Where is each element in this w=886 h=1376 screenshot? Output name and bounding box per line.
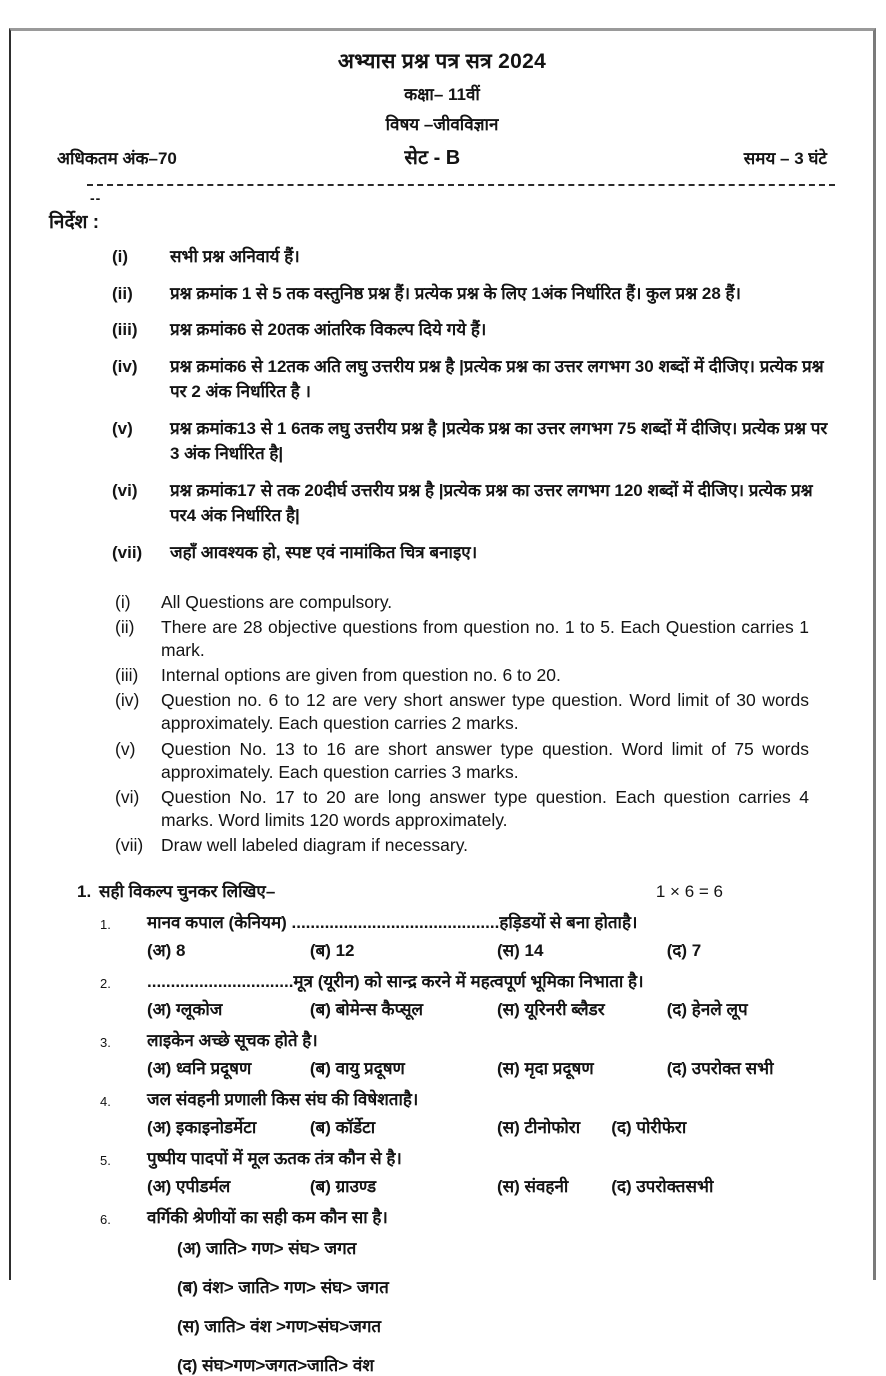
options-row <box>147 1174 840 1197</box>
instruction-text: सभी प्रश्न अनिवार्य हैं। <box>170 247 300 266</box>
instruction-text: Question No. 17 to 20 are long answer type question. Each question carries 4 marks. Word limits 120 words approximately. <box>161 786 809 830</box>
instruction-number: (i) <box>112 247 129 266</box>
stray-dashes: -- <box>90 190 102 206</box>
instruction-number: (vii) <box>112 542 143 562</box>
option-c: (स) 14 <box>496 940 544 960</box>
options-row <box>147 1056 840 1079</box>
instruction-text: प्रश्न क्रमांक13 से 1 6तक लघु उत्तरीय प्रश्न है |प्रत्येक प्रश्न का उत्तर लगभग 75 शब्दों में दीजिए। प्रत्येक प्रश्न पर 3 अंक निर्धारित है| <box>170 418 828 463</box>
options-row <box>147 1115 840 1138</box>
instruction-item-hi <box>49 478 835 529</box>
instruction-text: Draw well labeled diagram if necessary. <box>161 834 469 855</box>
subquestion-text: वर्गिकी श्रेणीयों का सही कम कौन सा है। <box>147 1207 388 1227</box>
instruction-number: (v) <box>112 418 133 438</box>
class-line: कक्षा– 11वीं <box>404 85 480 104</box>
options-row <box>147 997 840 1020</box>
instruction-number: (vi) <box>112 480 138 500</box>
subquestion-text: लाइकेन अच्छे सूचक होते है। <box>147 1030 318 1050</box>
page-content <box>11 31 873 1376</box>
instruction-text: Question No. 13 to 16 are short answer type question. Word limit of 75 words approximately. Each question carries 3 marks. <box>161 738 809 782</box>
instruction-text: जहाँ आवश्यक हो, स्पष्ट एवं नामांकित चित्र बनाइए। <box>170 542 478 562</box>
instruction-number: (ii) <box>115 617 135 638</box>
instructions-en <box>49 591 835 857</box>
instruction-item-en <box>49 664 835 687</box>
subquestion-number: 1. <box>100 917 111 933</box>
subquestion-1 <box>49 912 835 935</box>
option-c: (स) संवहनी <box>496 1176 569 1196</box>
option-a: (अ) जाति> गण> संघ> जगत <box>177 1238 357 1258</box>
set-label: सेट - B <box>404 147 461 169</box>
subject-line: विषय –जीवविज्ञान <box>385 115 499 134</box>
instruction-item-en <box>49 616 835 662</box>
instruction-text: प्रश्न क्रमांक6 से 20तक आंतरिक विकल्प दिये गये हैं। <box>170 320 487 339</box>
option-b: (ब) वंश> जाति> गण> संघ> जगत <box>177 1277 389 1297</box>
option-c: (स) यूरिनरी ब्लैडर <box>496 999 605 1019</box>
subquestion-text: ...............................मूत्र (यूरीन) को सान्द्र करने में महत्वपूर्ण भूमिका निभाता है। <box>147 971 644 991</box>
instruction-item-hi <box>49 416 835 467</box>
subquestion-5 <box>49 1148 835 1171</box>
option-a: (अ) ध्वनि प्रदूषण <box>147 1058 252 1078</box>
option-b: (ब) वायु प्रदूषण <box>309 1058 405 1078</box>
subquestion-number: 6. <box>100 1211 111 1227</box>
instruction-text: प्रश्न क्रमांक6 से 12तक अति लघु उत्तरीय प्रश्न है |प्रत्येक प्रश्न का उत्तर लगभग 30 शब्दों में दीजिए। प्रत्येक प्रश्न पर 2 अंक निर्धारित है । <box>170 356 824 401</box>
option-c: (स) जाति> वंश >गण>संघ>जगत <box>177 1316 382 1336</box>
exam-title: अभ्यास प्रश्न पत्र सत्र 2024 <box>337 50 547 73</box>
instruction-item-en <box>49 834 835 857</box>
subquestion-number: 4. <box>100 1093 111 1109</box>
instruction-text: Question no. 6 to 12 are very short answer type question. Word limit of 30 words approximately. Each question carries 2 marks. <box>161 690 809 734</box>
meta-row <box>49 143 835 170</box>
option-b: (ब) कॉर्डेटा <box>309 1117 376 1137</box>
question-number: 1. <box>77 882 92 902</box>
option-d: (द) 7 <box>666 940 702 960</box>
instruction-number: (vi) <box>115 786 140 807</box>
question-1 <box>49 879 835 1376</box>
instruction-text: प्रश्न क्रमांक17 से तक 20दीर्घ उत्तरीय प्रश्न है |प्रत्येक प्रश्न का उत्तर लगभग 120 शब्दों में दीजिए। प्रत्येक प्रश्न पर4 अंक निर्धारित है| <box>170 480 813 525</box>
option-b: (ब) बोमेन्स कैप्सूल <box>309 999 423 1019</box>
instruction-item-en <box>49 689 835 735</box>
instruction-text: प्रश्न क्रमांक 1 से 5 तक वस्तुनिष्ठ प्रश्न हैं। प्रत्येक प्रश्न के लिए 1अंक निर्धारित हैं। कुल प्रश्न 28 हैं। <box>170 283 741 303</box>
option-d: (द) उपरोक्त सभी <box>666 1058 774 1078</box>
time-label: समय – 3 घंटे <box>743 149 827 168</box>
options-stacked <box>177 1236 835 1376</box>
option-b: (ब) ग्राउण्ड <box>309 1176 377 1196</box>
subquestion-4 <box>49 1089 835 1112</box>
instruction-text: Internal options are given from question no. 6 to 20. <box>161 665 561 686</box>
instruction-text: All Questions are compulsory. <box>161 592 393 612</box>
instruction-item-hi <box>49 281 835 307</box>
dashed-divider <box>87 184 835 186</box>
instruction-number: (iv) <box>115 690 140 711</box>
instruction-item-en <box>49 738 835 784</box>
subquestion-2 <box>49 971 835 994</box>
option-c: (स) टीनोफोरा <box>496 1117 581 1137</box>
option-a: (अ) 8 <box>147 940 186 960</box>
option-d: (द) पोरीफेरा <box>611 1117 687 1137</box>
instruction-item-en <box>49 786 835 832</box>
page-frame <box>9 28 876 1375</box>
subquestion-number: 2. <box>100 975 111 991</box>
instructions-heading-hi: निर्देश : <box>49 212 100 233</box>
options-row <box>147 938 840 961</box>
instruction-number: (iv) <box>112 356 138 376</box>
option-a: (अ) इकाइनोडर्मेटा <box>147 1117 257 1137</box>
question-text: सही विकल्प चुनकर लिखिए– <box>99 882 276 902</box>
option-d: (द) हेनले लूप <box>666 999 748 1019</box>
instruction-item-hi <box>49 244 835 270</box>
instruction-number: (iii) <box>112 320 138 339</box>
option-a: (अ) एपीडर्मल <box>147 1176 231 1196</box>
subquestion-text: पुष्पीय पादपों में मूल ऊतक तंत्र कौन से है। <box>147 1148 402 1168</box>
option-c: (स) मृदा प्रदूषण <box>496 1058 594 1078</box>
option-d: (द) संघ>गण>जगत>जाति> वंश <box>177 1355 374 1375</box>
instruction-text: There are 28 objective questions from question no. 1 to 5. Each Question carries 1 mark. <box>161 617 809 661</box>
option-b: (ब) 12 <box>309 940 355 960</box>
subquestion-3 <box>49 1030 835 1053</box>
instruction-item-hi <box>49 540 835 566</box>
subquestion-6 <box>49 1207 835 1230</box>
instruction-item-en <box>49 591 835 614</box>
instruction-number: (vii) <box>115 834 144 855</box>
marks-label: 1 × 6 = 6 <box>655 882 723 902</box>
instruction-number: (v) <box>115 738 136 759</box>
subquestion-number: 3. <box>100 1034 111 1050</box>
subquestion-text: जल संवहनी प्रणाली किस संघ की विषेशताहै। <box>147 1089 419 1109</box>
option-a: (अ) ग्लूकोज <box>147 999 223 1019</box>
instruction-item-hi <box>49 354 835 405</box>
subquestion-text: मानव कपाल (केनियम) ............................................हड़िडयों से बना होताहै। <box>147 913 638 933</box>
instruction-number: (iii) <box>115 665 139 686</box>
subquestion-number: 5. <box>100 1152 111 1168</box>
option-d: (द) उपरोक्तसभी <box>611 1176 714 1196</box>
question-header <box>49 879 835 902</box>
instruction-number: (i) <box>115 592 131 612</box>
instruction-item-hi <box>49 317 835 343</box>
instruction-number: (ii) <box>112 283 133 303</box>
max-marks-label: अधिकतम अंक–70 <box>57 149 177 168</box>
